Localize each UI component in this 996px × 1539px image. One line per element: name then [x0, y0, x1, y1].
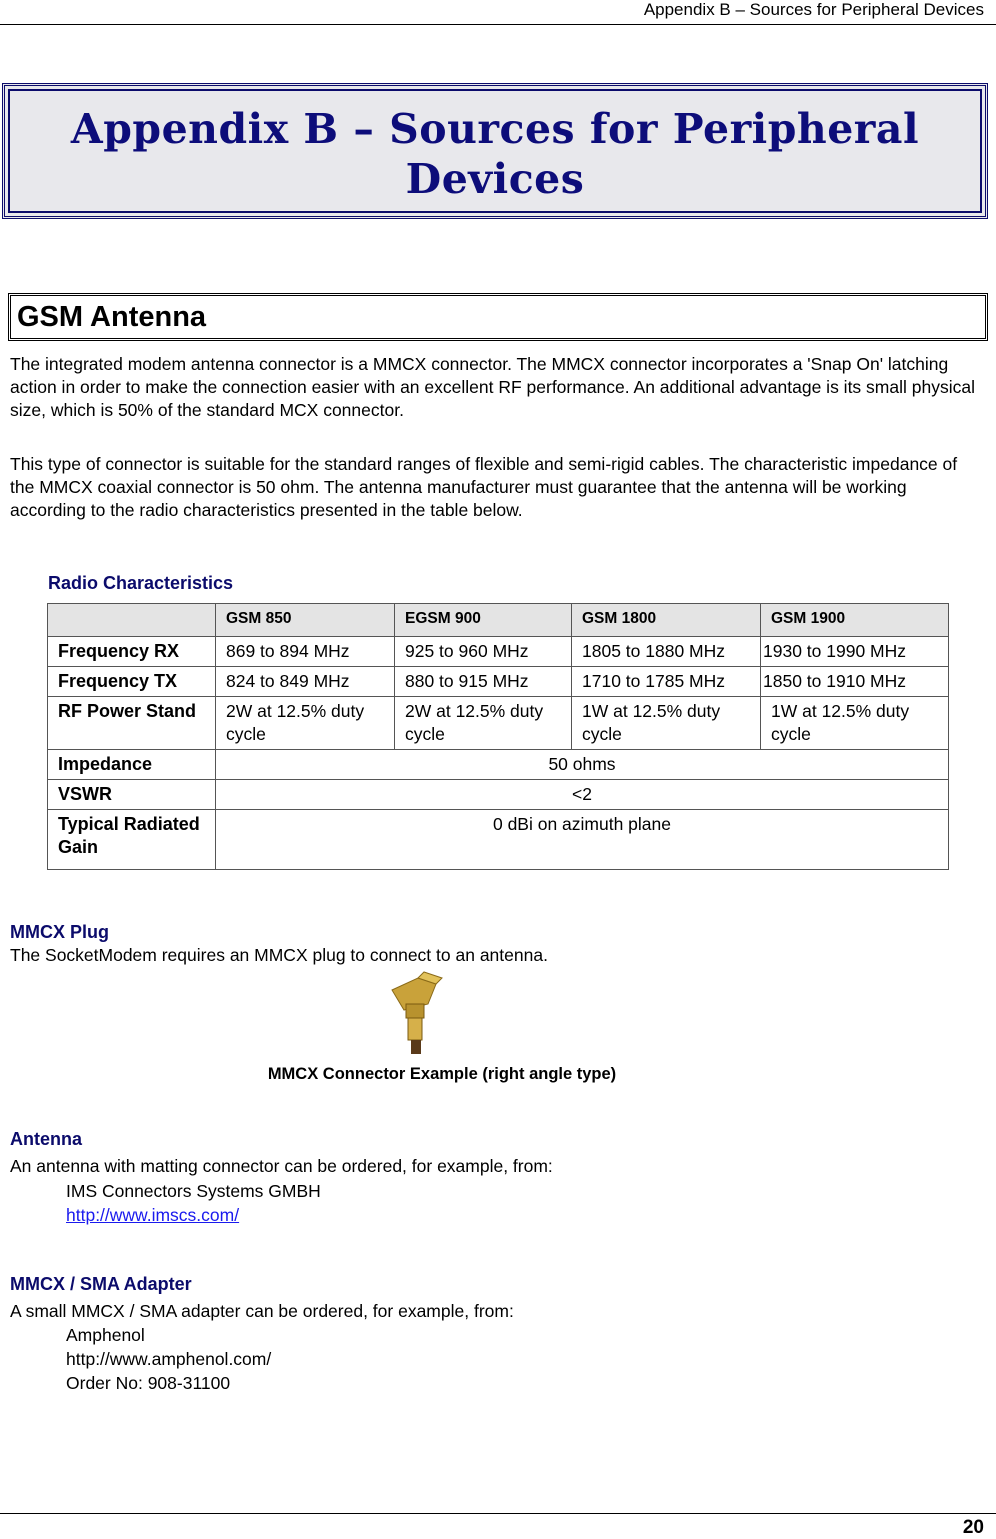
antenna-company: IMS Connectors Systems GMBH [66, 1181, 321, 1201]
antenna-text: An antenna with matting connector can be ordered, for example, from: [10, 1156, 553, 1176]
radio-characteristics-table [47, 603, 949, 870]
row-label: VSWR [48, 780, 216, 810]
adapter-heading: MMCX / SMA Adapter [10, 1274, 192, 1294]
row-label: Impedance [48, 750, 216, 780]
table-cell: 1930 to 1990 MHz [761, 637, 949, 667]
table-cell: <2 [216, 780, 949, 810]
table-cell: 50 ohms [216, 750, 949, 780]
mmcx-plug-text: The SocketModem requires an MMCX plug to connect to an antenna. [10, 945, 548, 965]
table-header-cell: GSM 1900 [761, 604, 949, 637]
appendix-title [5, 104, 985, 204]
mmcx-image-caption: MMCX Connector Example (right angle type) [267, 1065, 617, 1083]
radio-characteristics-heading: Radio Characteristics [48, 573, 234, 593]
table-cell: 1W at 12.5% duty cycle [572, 697, 761, 750]
table-cell: 824 to 849 MHz [216, 667, 395, 697]
adapter-company: Amphenol [66, 1325, 145, 1345]
table-row [48, 810, 949, 870]
section-title-box [8, 293, 988, 341]
table-cell: 1710 to 1785 MHz [572, 667, 761, 697]
adapter-text: A small MMCX / SMA adapter can be ordered, for example, from: [10, 1301, 514, 1321]
table-cell: 925 to 960 MHz [395, 637, 572, 667]
table-header-cell: GSM 1800 [572, 604, 761, 637]
antenna-heading: Antenna [10, 1129, 82, 1149]
table-cell: 880 to 915 MHz [395, 667, 572, 697]
table-cell: 1805 to 1880 MHz [572, 637, 761, 667]
table-header-cell: EGSM 900 [395, 604, 572, 637]
row-label: Typical Radiated Gain [48, 810, 216, 870]
row-label: Frequency RX [48, 637, 216, 667]
table-header-cell: GSM 850 [216, 604, 395, 637]
page-footer [0, 1513, 996, 1538]
row-label: Frequency TX [48, 667, 216, 697]
mmcx-connector-image [384, 970, 450, 1056]
mmcx-plug-heading: MMCX Plug [10, 922, 109, 942]
table-cell: 0 dBi on azimuth plane [216, 810, 949, 870]
table-cell: 1W at 12.5% duty cycle [761, 697, 949, 750]
table-row [48, 750, 949, 780]
section-title: GSM Antenna [17, 301, 207, 333]
appendix-title-box [2, 83, 988, 219]
table-row [48, 697, 949, 750]
antenna-url-link[interactable]: http://www.imscs.com/ [66, 1205, 240, 1225]
table-row [48, 637, 949, 667]
table-cell: 869 to 894 MHz [216, 637, 395, 667]
adapter-url: http://www.amphenol.com/ [66, 1349, 272, 1369]
table-cell: 2W at 12.5% duty cycle [216, 697, 395, 750]
appendix-title-line1: Appendix B – Sources for Peripheral [70, 105, 920, 153]
running-header-title: Appendix B – Sources for Peripheral Devices [643, 0, 984, 19]
page-number: 20 [962, 1517, 984, 1538]
table-row [48, 667, 949, 697]
table-cell: 1850 to 1910 MHz [761, 667, 949, 697]
appendix-title-line2: Devices [405, 155, 585, 203]
adapter-order-number: Order No: 908-31100 [66, 1373, 231, 1393]
intro-paragraph-1: The integrated modem antenna connector is a MMCX connector. The MMCX connector incorporates a 'Snap On' latching action in order to make the connection easier with an excellent RF performance. An additional advantage is its small physical size, which is 50% of the standard MCX connector. [10, 354, 975, 420]
table-row [48, 780, 949, 810]
table-header-cell [48, 604, 216, 637]
row-label: RF Power Stand [48, 697, 216, 750]
table-header-row [48, 604, 949, 637]
table-cell: 2W at 12.5% duty cycle [395, 697, 572, 750]
intro-paragraph-2: This type of connector is suitable for the standard ranges of flexible and semi-rigid cables. The characteristic impedance of the MMCX coaxial connector is 50 ohm. The antenna manufacturer must guarantee that the antenna will be working according to the radio characteristics presented in the table below. [10, 454, 958, 520]
running-header [0, 0, 996, 25]
